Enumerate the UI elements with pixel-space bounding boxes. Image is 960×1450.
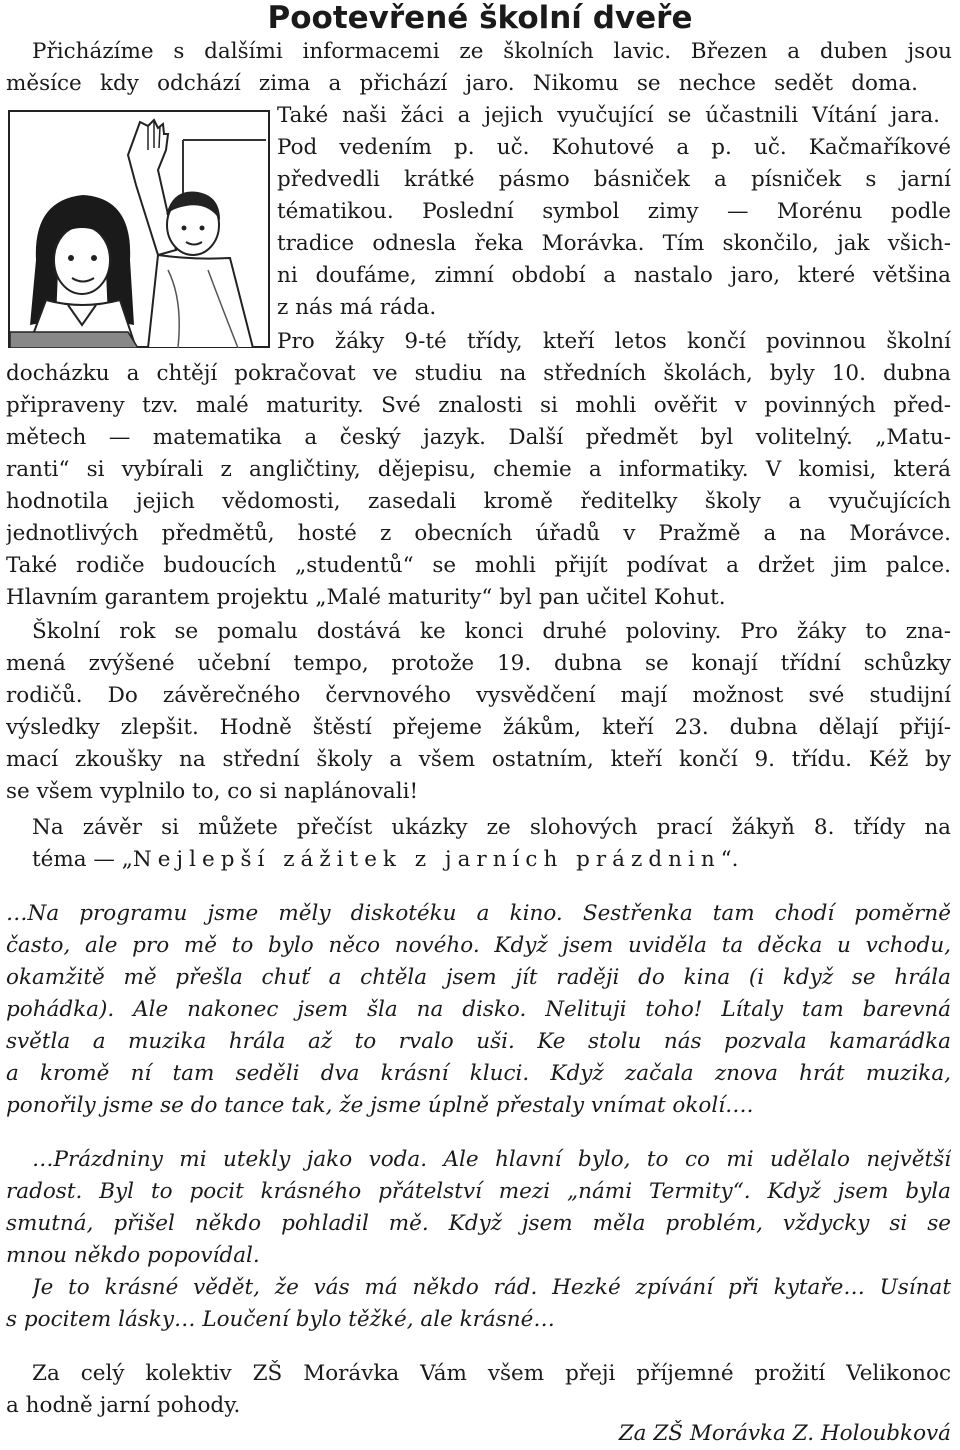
paragraph-line: Také naši žáci a jejich vyučující se účastnili Vítání jara. — [277, 103, 940, 128]
essay-line: s pocitem lásky… Loučení bylo těžké, ale krásné… — [6, 1307, 555, 1332]
essay-line: okamžitě mě přešla chuť a chtěla jsem jít raději do kina (i když se hrála — [6, 965, 951, 990]
paragraph-line: mětech — matematika a český jazyk. Další předmět byl volitelný. „Matu- — [6, 425, 951, 450]
paragraph-line: tradice odnesla řeka Morávka. Tím skončilo, jak všich- — [277, 231, 951, 256]
paragraph-line: výsledky zlepšit. Hodně štěstí přejeme žákům, kteří 23. dubna dělají přijí- — [6, 715, 951, 740]
theme-prefix: téma — „ — [32, 847, 133, 872]
essay-theme: Nejlepší zážitek z jarních prázdnin — [132, 847, 721, 872]
paragraph-line: měsíce kdy odchází zima a přichází jaro. Nikomu se nechce sedět doma. — [6, 71, 918, 96]
paragraph-line: mací zkoušky na střední školy a všem ostatním, kteří končí 9. třídu. Kéž by — [6, 747, 951, 772]
paragraph-line: Školní rok se pomalu dostává ke konci druhé poloviny. Pro žáky to zna- — [32, 619, 951, 644]
paragraph-line: předvedli krátké pásmo básniček a písniček s jarní — [277, 167, 951, 192]
paragraph-line: jednotlivých předmětů, hosté z obecních úřadů v Pražmě a na Morávce. — [6, 521, 951, 546]
essay-line: často, ale pro mě to bylo něco nového. Když jsem uviděla ta děcka u vchodu, — [6, 933, 951, 958]
signature: Za ZŠ Morávka Z. Holoubková — [618, 1421, 951, 1446]
children-in-classroom-illustration — [8, 110, 270, 348]
essay-line: …Prázdniny mi utekly jako voda. Ale hlavní bylo, to co mi udělalo největší — [32, 1147, 951, 1172]
theme-suffix: “. — [720, 847, 739, 872]
essay-line: smutná, přišel někdo pohladil mě. Když jsem měla problém, vždycky si se — [6, 1211, 951, 1236]
paragraph-line: Na závěr si můžete přečíst ukázky ze slohových prací žákyň 8. třídy na — [32, 815, 951, 840]
essay-line: mnou někdo popovídal. — [6, 1243, 260, 1268]
paragraph-line: z nás má ráda. — [277, 295, 437, 320]
paragraph-line: Hlavním garantem projektu „Malé maturity“ byl pan učitel Kohut. — [6, 585, 726, 610]
essay-line: …Na programu jsme měly diskotéku a kino. Sestřenka tam chodí poměrně — [6, 901, 951, 926]
paragraph-line: hodnotila jejich vědomosti, zasedali kromě ředitelky školy a vyučujících — [6, 489, 951, 514]
paragraph-line: připraveny tzv. malé maturity. Své znalosti si mohli ověřit v povinných před- — [6, 393, 951, 418]
essay-line: světla a muzika hrála až to rvalo uši. Ke stolu nás pozvala kamarádka — [6, 1029, 951, 1054]
paragraph-line: tématikou. Poslední symbol zimy — Morénu podle — [277, 199, 951, 224]
paragraph-line: rodičů. Do závěrečného červnového vysvědčení mají možnost své studijní — [6, 683, 951, 708]
paragraph-line: docházku a chtějí pokračovat ve studiu na středních školách, byly 10. dubna — [6, 361, 951, 386]
paragraph-line: se všem vyplnilo to, co si naplánovali! — [6, 779, 419, 804]
essay-line: pohádka). Ale nakonec jsem šla na disko. Nelituji toho! Lítaly tam barevná — [6, 997, 951, 1022]
essay-line: ponořily jsme se do tance tak, že jsme úplně přestaly vnímat okolí…. — [6, 1093, 754, 1118]
essay-line: a kromě ní tam seděli dva krásní kluci. Když začala znova hrát muzika, — [6, 1061, 951, 1086]
essay-line: radost. Byl to pocit krásného přátelství mezi „námi Termity“. Když jsem byla — [6, 1179, 951, 1204]
essay-line: Je to krásné vědět, že vás má někdo rád. Hezké zpívání při kytaře… Usínat — [32, 1275, 951, 1300]
paragraph-line: mená zvýšené učební tempo, protože 19. dubna se konají třídní schůzky — [6, 651, 951, 676]
paragraph-line: ni doufáme, zimní období a nastalo jaro, které většina — [277, 263, 951, 288]
paragraph-line: Pro žáky 9-té třídy, kteří letos končí povinnou školní — [277, 329, 951, 354]
article-title: Pootevřené školní dveře — [267, 0, 693, 36]
paragraph-line: ranti“ si vybírali z angličtiny, dějepisu, chemie a informatiky. V komisi, která — [6, 457, 951, 482]
paragraph-line: Také rodiče budoucích „studentů“ se mohli přijít podívat a držet jim palce. — [6, 553, 951, 578]
paragraph-line: Přicházíme s dalšími informacemi ze školních lavic. Březen a duben jsou — [32, 39, 952, 64]
paragraph-line: Pod vedením p. uč. Kohutové a p. uč. Kačmaříkové — [277, 135, 951, 160]
closing-line: a hodně jarní pohody. — [6, 1393, 241, 1418]
closing-line: Za celý kolektiv ZŠ Morávka Vám všem přeji příjemné prožití Velikonoc — [32, 1361, 951, 1386]
essay-theme-line — [32, 844, 951, 876]
